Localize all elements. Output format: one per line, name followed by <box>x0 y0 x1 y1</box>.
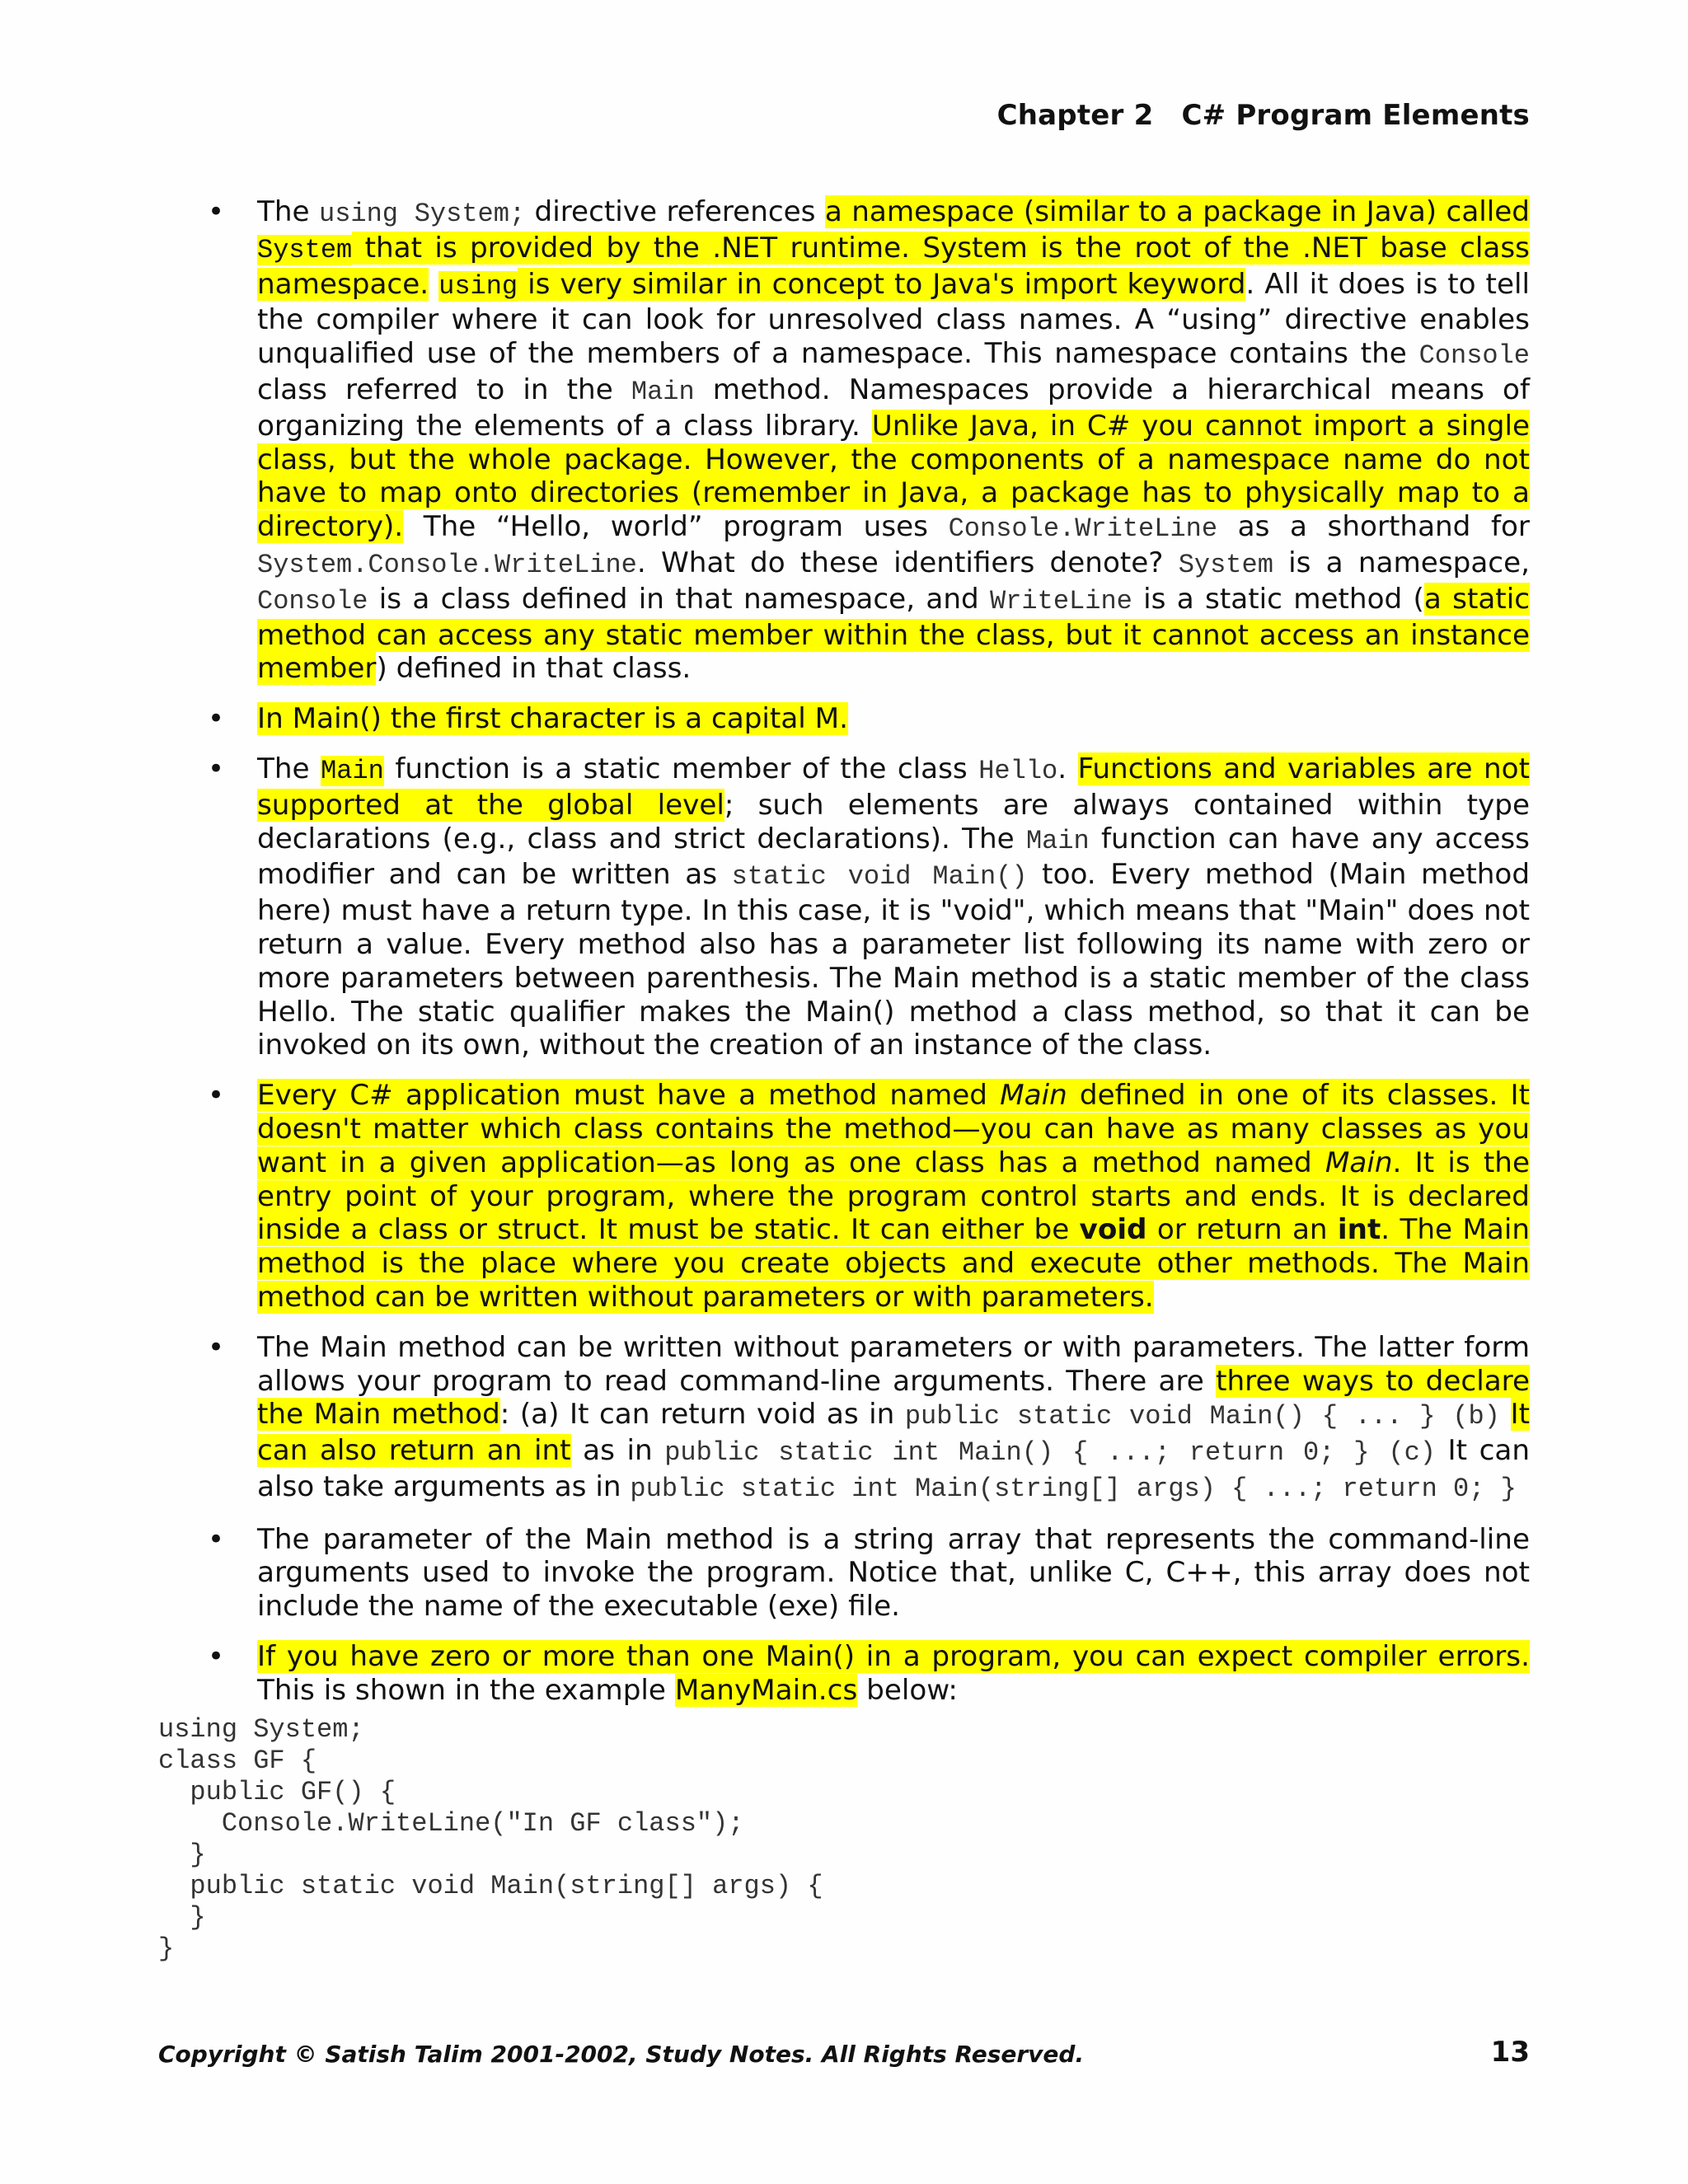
highlighted-text: int <box>1337 1213 1381 1247</box>
inline-code: System <box>1178 549 1273 580</box>
inline-code: using System; <box>318 199 526 229</box>
code-line: public static void Main(string[] args) { <box>158 1871 823 1901</box>
inline-code: Console <box>257 585 368 616</box>
inline-code: System.Console.WriteLine <box>257 549 637 580</box>
text-run: The parameter of the Main method is a string array that represents the command-line arguments used to invoke the program. Notice that, unlike C, C++, this array does not include the name of the executable (exe) file. <box>257 1522 1530 1624</box>
highlighted-text: Main <box>1000 1079 1067 1113</box>
text-run: is a class defined in that namespace, and <box>368 582 991 616</box>
highlighted-text: . It is the entry point of your program, where the program control starts and ends. It is declared inside a class or struct. It must be static. It can either be <box>257 1146 1530 1247</box>
highlighted-text: that is provided by the .NET runtime. System is the root of the .NET base class namespace. <box>257 231 1530 301</box>
highlighted-text: If you have zero or more than one Main() in a program, you can expect compiler errors. <box>257 1640 1530 1674</box>
text-run: The <box>257 752 321 785</box>
chapter-label: Chapter 2 <box>996 99 1154 132</box>
page-number: 13 <box>1490 2036 1530 2069</box>
text-run: It can also take arguments as in <box>257 1434 1531 1503</box>
text-run: The “Hello, world” program uses <box>403 510 949 544</box>
highlighted-text: ManyMain.cs <box>674 1673 858 1707</box>
code-line: class GF { <box>158 1746 317 1776</box>
highlighted-text: Unlike Java, in C# you cannot import a single class, but the whole package. However, the components of a namespace name do not have to map onto directories (remember in Java, a package has to physically map to a directory). <box>257 409 1531 544</box>
inline-code: Main <box>1025 825 1090 856</box>
text-run: is a namespace, <box>1273 546 1530 579</box>
page-header <box>997 99 1530 132</box>
code-line: } <box>158 1933 175 1964</box>
code-line: } <box>158 1840 206 1870</box>
footer-copyright: Copyright © Satish Talim 2001-2002, Study Notes. All Rights Reserved. <box>158 2041 1085 2068</box>
text-run: . All it does is to tell the compiler where it can look for unresolved class names. A “using” directive enables unqualified use of the members of a namespace. This namespace contains the <box>257 267 1530 371</box>
code-listing <box>158 1714 823 1965</box>
bullet-item <box>158 752 1530 1062</box>
inline-code: WriteLine <box>990 585 1132 616</box>
text-run: : (a) It can return void as in <box>499 1398 905 1432</box>
text-run <box>1500 1398 1511 1431</box>
code-line: using System; <box>158 1714 364 1745</box>
code-line: } <box>158 1902 206 1933</box>
bullet-item <box>158 195 1530 686</box>
bullet-item <box>158 1079 1530 1315</box>
code-line: public GF() { <box>158 1777 396 1807</box>
highlighted-text: a namespace (similar to a package in Java) called <box>824 195 1530 228</box>
highlighted-text: using <box>438 270 518 302</box>
text-run: . What do these identifiers denote? <box>636 546 1179 579</box>
inline-code: public static int Main(string[] args) { ...; return 0; } <box>630 1473 1517 1504</box>
inline-code: public static int Main() { ...; return 0; } (c) <box>664 1437 1436 1469</box>
text-run: class referred to in the <box>257 373 631 406</box>
text-run: The <box>257 195 319 228</box>
highlighted-text: void <box>1079 1213 1147 1247</box>
inline-code: static void Main() <box>731 861 1028 893</box>
text-run: function can have any access modifier and can be written as <box>257 822 1530 892</box>
bullet-item <box>158 1331 1530 1507</box>
text-run: as a shorthand for <box>1217 510 1530 544</box>
bullet-list <box>158 195 1530 1724</box>
highlighted-text: . The Main method is the place where you create objects and execute other methods. The Main method can be written without parameters or with parameters. <box>257 1213 1530 1314</box>
inline-code: Hello <box>978 755 1058 786</box>
highlighted-text: Every C# application must have a method named <box>257 1079 1001 1113</box>
text-run: ) defined in that class. <box>376 652 692 686</box>
text-run: ; such elements are always contained within type declarations (e.g., class and strict declarations). The <box>257 788 1531 855</box>
inline-code: Console <box>1418 340 1530 372</box>
text-run: below: <box>857 1673 958 1707</box>
highlighted-text: It can also return an int <box>257 1398 1530 1468</box>
text-run: too. Every method (Main method here) must have a return type. In this case, it is "void", which means that "Main" does not return a value. Every method also has a parameter list following its name with zero or more parameters between parenthesis. The Main method is a static member of the class Hello. The static qualifier makes the Main() method a class method, so that it can be invoked on its own, without the creation of an instance of the class. <box>257 858 1531 1062</box>
highlighted-text: In Main() the first character is a capital M. <box>257 702 849 736</box>
text-run: as in <box>570 1434 665 1468</box>
highlighted-text: a static method can access any static member within the class, but it cannot access an instance member <box>257 582 1530 686</box>
highlighted-text: Main <box>1325 1146 1393 1179</box>
highlighted-text: System <box>257 234 353 265</box>
text-run: is a static method ( <box>1132 582 1424 616</box>
text-run: function is a static member of the class <box>383 752 979 785</box>
inline-code: public static void Main() { ... } (b) <box>904 1401 1500 1432</box>
text-run <box>429 268 438 301</box>
highlighted-text: defined in one of its classes. It doesn't matter which class contains the method—you can have as many classes as you want in a given application—as long as one class has a method named <box>257 1079 1530 1179</box>
chapter-title: C# Program Elements <box>1181 99 1530 132</box>
inline-code: Main <box>631 376 695 407</box>
bullet-item <box>158 702 1530 736</box>
highlighted-text: or return an <box>1146 1213 1338 1247</box>
text-run: directive references <box>525 195 825 228</box>
bullet-item <box>158 1523 1530 1624</box>
text-run: The Main method can be written without parameters or with parameters. The latter form allows your program to read command-line arguments. There are <box>257 1330 1530 1398</box>
inline-code: Console.WriteLine <box>948 513 1218 545</box>
highlighted-text: three ways to declare the Main method <box>257 1364 1530 1432</box>
bullet-item <box>158 1640 1530 1708</box>
highlighted-text: is very similar in concept to Java's import keyword <box>518 267 1246 301</box>
highlighted-text: Functions and variables are not supported at the global level <box>257 752 1530 822</box>
highlighted-text: Main <box>321 755 384 786</box>
code-line: Console.WriteLine("In GF class"); <box>158 1808 744 1839</box>
text-run: This is shown in the example <box>257 1673 675 1707</box>
text-run: method. Namespaces provide a hierarchical means of organizing the elements of a class library. <box>257 373 1530 443</box>
text-run: . <box>1057 752 1078 785</box>
